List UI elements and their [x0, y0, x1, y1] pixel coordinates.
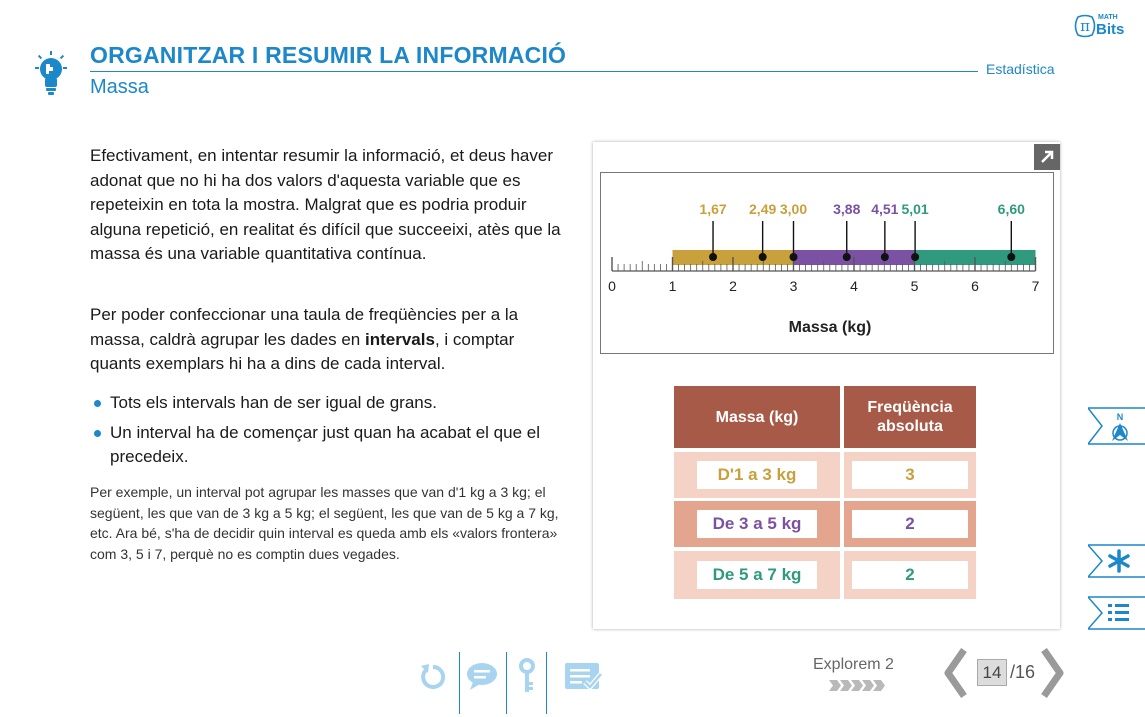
logo-bits: Bits	[1096, 21, 1125, 38]
frequency-cell: 2	[852, 561, 968, 589]
pi-icon	[1072, 13, 1098, 39]
data-point	[709, 253, 717, 261]
activity-button[interactable]	[562, 652, 604, 700]
page-number-input[interactable]: 14	[977, 659, 1007, 686]
svg-text:π: π	[1080, 17, 1090, 35]
paragraph-1: Efectivament, en intentar resumir la informació, et deus haver adonat que no hi ha dos valors d'aquesta variable que es repeteixin en tota la mostra. Malgrat que es podria produir alguna repetició, en realitat és difícil que succeeixi, atès que la massa és una variable quantitativa contínua.	[90, 146, 561, 263]
data-point	[759, 253, 767, 261]
compass-nav-button[interactable]	[1088, 407, 1145, 445]
rules-list	[90, 391, 575, 475]
point-label: 4,51	[871, 201, 899, 217]
section-indicator: Explorem 2	[813, 656, 894, 673]
data-point	[1007, 253, 1015, 261]
compass-letter: N	[1116, 412, 1124, 422]
table-row	[674, 551, 840, 599]
table-row	[844, 452, 976, 498]
list-item: Un interval ha de començar just quan ha acabat el que el precedeix.	[90, 421, 575, 470]
data-point	[843, 253, 851, 261]
point-label: 5,01	[901, 201, 929, 217]
expand-button[interactable]	[1034, 144, 1060, 170]
toolbar-divider	[459, 652, 460, 714]
index-nav-button[interactable]	[1088, 596, 1145, 630]
table-row	[674, 501, 840, 547]
restart-icon	[417, 660, 449, 692]
tick-label: 0	[608, 278, 616, 294]
table-header-mass: Massa (kg)	[674, 386, 840, 448]
point-label: 3,00	[779, 201, 808, 217]
speech-bubble-icon	[465, 660, 499, 692]
interval-cell: De 5 a 7 kg	[697, 561, 817, 589]
point-label: 2,49	[749, 201, 777, 217]
lightbulb-puzzle-icon	[33, 50, 69, 96]
header-divider	[90, 71, 978, 72]
number-line-chart	[601, 173, 1053, 353]
frequency-cell: 2	[852, 510, 968, 538]
logo-math: MATH	[1098, 14, 1118, 21]
page-title: ORGANITZAR I RESUMIR LA INFORMACIÓ	[90, 42, 567, 68]
page-total: /16	[1010, 662, 1036, 682]
checklist-icon	[563, 660, 603, 692]
paragraph-2	[90, 303, 570, 377]
example-text: Per exemple, un interval pot agrupar les masses que van d'1 kg a 3 kg; el següent, les que van de 3 kg a 5 kg; el següent, les que van de 5 kg a 7 kg, etc. Ara bé, s'ha de decidir quin interval es queda amb els «valors frontera» com 3, 5 i 7, perquè no es comptin dues vegades.	[90, 484, 559, 562]
point-label: 1,67	[699, 201, 727, 217]
solution-button[interactable]	[507, 652, 547, 700]
paragraph-2-text-end: , i comptar quants exemplars hi ha a dins de cada interval.	[90, 329, 515, 373]
tick-label: 2	[729, 278, 737, 294]
frequency-cell: 3	[852, 461, 968, 489]
page-subtitle: Massa	[90, 76, 149, 98]
table-header-frequency: Freqüència absoluta	[844, 386, 976, 448]
data-point	[790, 253, 798, 261]
interval-cell: De 3 a 5 kg	[697, 510, 817, 538]
list-icon	[1088, 596, 1145, 630]
glossary-nav-button[interactable]	[1088, 544, 1145, 578]
paragraph-2-text: Per poder confeccionar una taula de freqüències per a la massa, caldrà agrupar les dades en	[90, 305, 519, 349]
tick-label: 3	[789, 278, 798, 294]
tick-label: 7	[1031, 278, 1040, 294]
list-item: Tots els intervals han de ser igual de grans.	[90, 391, 575, 416]
data-point	[881, 253, 889, 261]
interval-cell: D'1 a 3 kg	[697, 461, 817, 489]
asterisk-icon	[1088, 544, 1145, 578]
previous-page-button[interactable]	[944, 648, 968, 698]
key-icon	[517, 658, 537, 694]
point-label: 3,88	[833, 201, 861, 217]
number-line-figure	[600, 172, 1054, 354]
tick-label: 4	[850, 278, 858, 294]
tick-label: 6	[971, 278, 979, 294]
axis-title: Massa (kg)	[788, 319, 872, 336]
table-row	[844, 551, 976, 599]
expand-arrow-icon	[1034, 144, 1060, 170]
restart-button[interactable]	[413, 652, 453, 700]
next-page-button[interactable]	[1040, 648, 1064, 698]
section-label: Estadística	[986, 61, 1055, 77]
table-row	[844, 501, 976, 547]
progress-chevrons	[829, 680, 885, 691]
frequency-table	[672, 386, 978, 601]
compass-icon	[1088, 407, 1145, 445]
tick-label: 5	[910, 278, 919, 294]
tick-label: 1	[668, 278, 677, 294]
table-row	[674, 452, 840, 498]
comments-button[interactable]	[462, 652, 502, 700]
paragraph-2-bold: intervals	[365, 329, 435, 349]
data-point	[911, 253, 919, 261]
toolbar-divider	[546, 652, 547, 714]
point-label: 6,60	[997, 201, 1025, 217]
mathbits-logo	[1072, 13, 1134, 39]
